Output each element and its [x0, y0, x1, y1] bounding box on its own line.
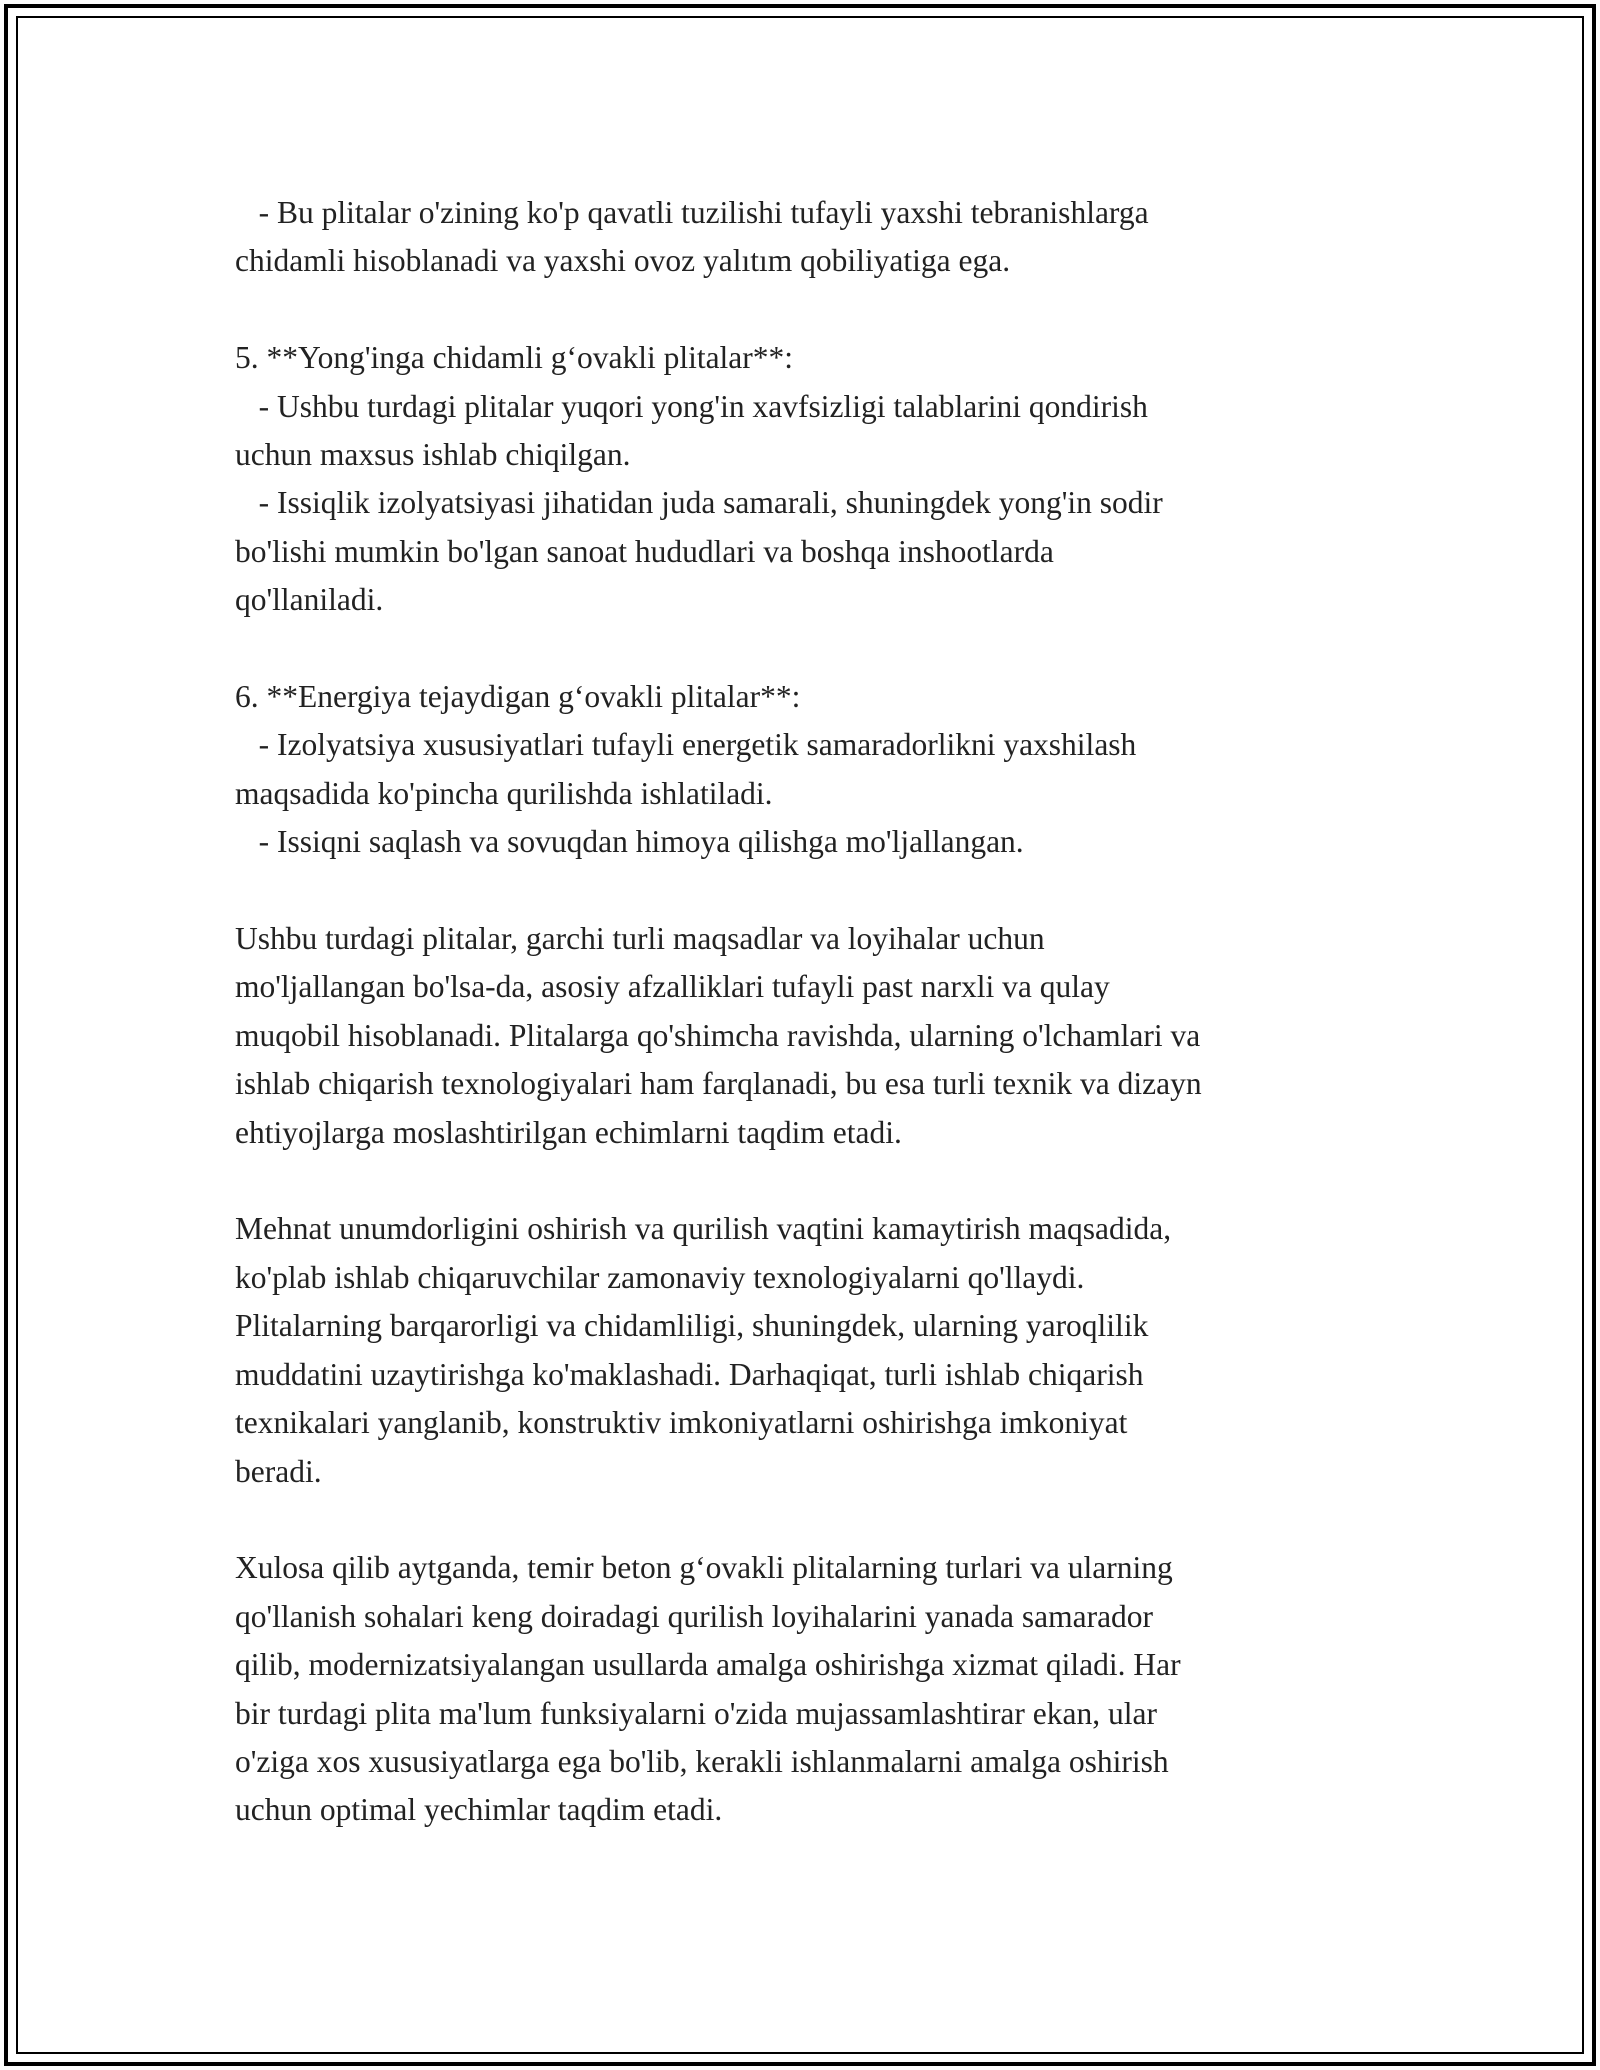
text-line: bo'lishi mumkin bo'lgan sanoat hududlari va boshqa inshootlarda — [235, 533, 1054, 569]
text-line: - Issiqni saqlash va sovuqdan himoya qilishga mo'ljallangan. — [235, 824, 1024, 860]
text-line: - Ushbu turdagi plitalar yuqori yong'in xavfsizligi talablarini qondirish — [235, 388, 1148, 424]
text-line: uchun maxsus ishlab chiqilgan. — [235, 437, 631, 473]
text-line: qilib, modernizatsiyalangan usullarda amalga oshirishga xizmat qiladi. Har — [235, 1647, 1181, 1683]
text-line: Ushbu turdagi plitalar, garchi turli maqsadlar va loyihalar uchun — [235, 921, 1045, 957]
document-body — [235, 189, 1365, 1835]
text-line: ishlab chiqarish texnologiyalari ham farqlanadi, bu esa turli texnik va dizayn — [235, 1066, 1202, 1102]
paragraph-gap — [235, 625, 1365, 673]
text-line: mo'ljallangan bo'lsa-da, asosiy afzalliklari tufayli past narxli va qulay — [235, 969, 1110, 1005]
text-line: maqsadida ko'pincha qurilishda ishlatiladi. — [235, 775, 773, 811]
paragraph-gap — [235, 286, 1365, 334]
text-line: - Issiqlik izolyatsiyasi jihatidan juda samarali, shuningdek yong'in sodir — [235, 485, 1163, 521]
text-line: uchun optimal yechimlar taqdim etadi. — [235, 1792, 723, 1828]
section-heading: 5. **Yong'inga chidamli g‘ovakli plitalar**: — [235, 340, 794, 376]
text-line: beradi. — [235, 1453, 322, 1489]
text-line: o'ziga xos xususiyatlarga ega bo'lib, kerakli ishlanmalarni amalga oshirish — [235, 1743, 1169, 1779]
text-line: Mehnat unumdorligini oshirish va qurilish vaqtini kamaytirish maqsadida, — [235, 1211, 1172, 1247]
text-line: - Bu plitalar o'zining ko'p qavatli tuzilishi tufayli yaxshi tebranishlarga — [235, 195, 1149, 230]
text-line: muddatini uzaytirishga ko'maklashadi. Darhaqiqat, turli ishlab chiqarish — [235, 1356, 1144, 1392]
text-line: texnikalari yanglanib, konstruktiv imkoniyatlarni oshirishga imkoniyat — [235, 1405, 1128, 1441]
paragraph-gap — [235, 1496, 1365, 1544]
text-line: Xulosa qilib aytganda, temir beton g‘ovakli plitalarning turlari va ularning — [235, 1550, 1173, 1586]
text-line: ko'plab ishlab chiqaruvchilar zamonaviy texnologiyalarni qo'llaydi. — [235, 1259, 1085, 1295]
text-line: bir turdagi plita ma'lum funksiyalarni o'zida mujassamlashtirar ekan, ular — [235, 1695, 1157, 1731]
text-line: Plitalarning barqarorligi va chidamliligi, shuningdek, ularning yaroqlilik — [235, 1308, 1149, 1344]
text-line: qo'llaniladi. — [235, 582, 384, 618]
text-line: qo'llanish sohalari keng doiradagi qurilish loyihalarini yanada samarador — [235, 1598, 1154, 1634]
text-line: - Izolyatsiya xususiyatlari tufayli energetik samaradorlikni yaxshilash — [235, 727, 1137, 763]
section-heading: 6. **Energiya tejaydigan g‘ovakli plitalar**: — [235, 679, 801, 715]
text-line: chidamli hisoblanadi va yaxshi ovoz yalıtım qobiliyatiga ega. — [235, 243, 1011, 279]
text-line: ehtiyojlarga moslashtirilgan echimlarni taqdim etadi. — [235, 1114, 902, 1150]
paragraph-gap — [235, 1157, 1365, 1205]
text-line: muqobil hisoblanadi. Plitalarga qo'shimcha ravishda, ularning o'lchamlari va — [235, 1017, 1201, 1053]
paragraph-gap — [235, 867, 1365, 915]
